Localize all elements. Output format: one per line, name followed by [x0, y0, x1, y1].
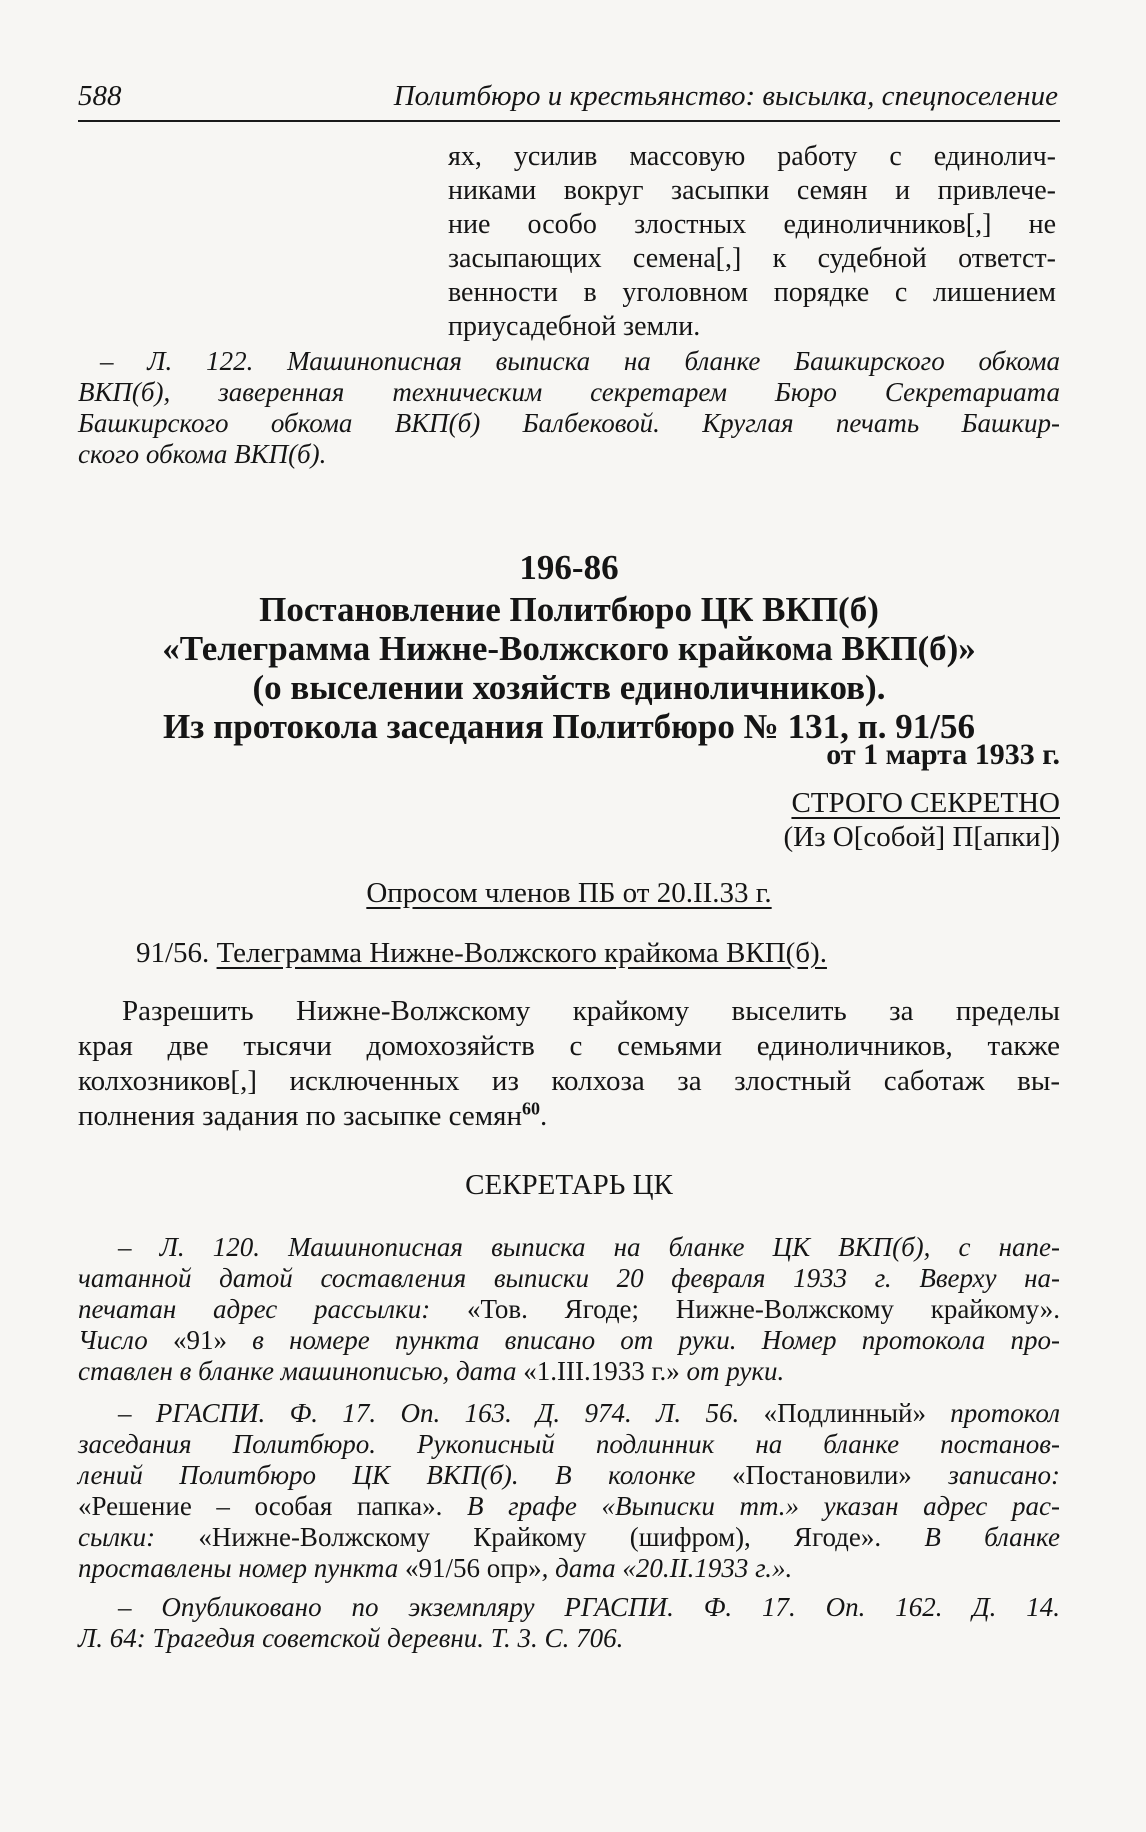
note-line: [78, 1232, 1060, 1263]
item-number: 91/56.: [136, 937, 210, 969]
running-title: Политбюро и крестьянство: высылка, спецпоселение: [393, 80, 1058, 112]
previous-archive-note: [78, 346, 1060, 470]
archive-note-line: ского обкома ВКП(б).: [78, 439, 327, 469]
resolution-text: [78, 994, 1060, 1134]
archive-note-line: Башкирского обкома ВКП(б) Балбековой. Круглая печать Башкир-: [78, 408, 1060, 438]
running-header: [78, 80, 1058, 113]
document-date: от 1 марта 1933 г.: [826, 738, 1060, 771]
quoted-text: «91/56 опр»: [404, 1553, 542, 1583]
resolution-line: [78, 1099, 1060, 1134]
note-text: – РГАСПИ. Ф. 17. Оп. 163. Д. 974. Л. 56.: [118, 1398, 764, 1428]
note-text: протокол: [925, 1398, 1061, 1428]
document-title: [78, 590, 1060, 746]
title-line: (о выселении хозяйств единоличников).: [252, 668, 886, 707]
note-line: Л. 64: Трагедия советской деревни. Т. 3. С. 706.: [78, 1623, 624, 1653]
note-line: [78, 1553, 1060, 1584]
note-text: В бланке: [881, 1522, 1060, 1552]
note-text: лений Политбюро ЦК ВКП(б). В колонке: [78, 1460, 732, 1490]
note-line: [78, 1429, 1060, 1460]
archive-note-line: – Л. 122. Машинописная выписка на бланке Башкирского обкома: [100, 346, 1060, 376]
note-text: заседания Политбюро. Рукописный подлинник на бланке постанов-: [78, 1429, 1060, 1459]
continuation-line: ях, усилив массовую работу с единолич-: [448, 141, 1056, 172]
note-text: от руки.: [679, 1356, 785, 1386]
item-title: Телеграмма Нижне-Волжского крайкома ВКП(б).: [216, 937, 827, 969]
resolution-line-text: полнения задания по засыпке семян: [78, 1100, 522, 1132]
note-line: [78, 1325, 1060, 1356]
quoted-text: «Постановили»: [731, 1460, 912, 1490]
poll-line: [78, 876, 1060, 910]
document-number: 196-86: [519, 548, 619, 587]
archive-note-1: [78, 1232, 1060, 1387]
note-text: В графе «Выписки тт.» указан адрес рас-: [442, 1491, 1060, 1521]
special-folder-note: (Из О[собой] П[апки]): [783, 821, 1060, 853]
continuation-line: никами вокруг засыпки семян и привлече-: [448, 175, 1056, 206]
note-line: [78, 1491, 1060, 1522]
signature: СЕКРЕТАРЬ ЦК: [465, 1169, 673, 1201]
note-text: Число: [78, 1325, 173, 1355]
previous-document-continuation: [448, 140, 1056, 344]
item-heading: [136, 936, 1056, 970]
header-rule: [78, 120, 1060, 122]
note-line: [78, 1460, 1060, 1491]
quoted-text: «91»: [172, 1325, 227, 1355]
quoted-text: «Решение – особая папка».: [78, 1491, 443, 1521]
quoted-text: «Нижне-Волжскому Крайкому (шифром), Ягоде».: [198, 1522, 882, 1552]
footnote-reference[interactable]: 60: [521, 1098, 540, 1119]
title-line: Из протокола заседания Политбюро № 131, п. 91/56: [163, 707, 975, 746]
note-text: печатан адрес рассылки:: [78, 1294, 467, 1324]
note-line: [78, 1294, 1060, 1325]
note-text: записано:: [911, 1460, 1060, 1490]
note-line: [78, 1263, 1060, 1294]
continuation-line: засыпающих семена[,] к судебной ответст-: [448, 243, 1056, 274]
quoted-text: «Тов. Ягоде; Нижне-Волжскому крайкому».: [466, 1294, 1060, 1324]
continuation-line: венности в уголовном порядке с лишением: [448, 277, 1056, 308]
note-line: [78, 1356, 1060, 1387]
quoted-text: «1.III.1933 г.»: [523, 1356, 680, 1386]
page-number: 588: [78, 80, 122, 112]
note-text: в номере пункта вписано от руки. Номер протокола про-: [226, 1325, 1060, 1355]
continuation-line: приусадебной земли.: [448, 311, 701, 342]
note-line: [78, 1522, 1060, 1553]
resolution-line: Разрешить Нижне-Волжскому крайкому выселить за пределы: [122, 995, 1060, 1027]
title-line: Постановление Политбюро ЦК ВКП(б): [259, 590, 879, 629]
note-text: чатанной датой составления выписки 20 февраля 1933 г. Вверху на-: [78, 1263, 1060, 1293]
note-line: [78, 1398, 1060, 1429]
poll-text: Опросом членов ПБ от 20.II.33 г.: [366, 877, 772, 909]
resolution-line: края две тысячи домохозяйств с семьями единоличников, также: [78, 1030, 1060, 1062]
archive-note-3: [78, 1592, 1060, 1654]
title-line: «Телеграмма Нижне-Волжского крайкома ВКП(б)»: [162, 629, 976, 668]
note-text: проставлены номер пункта: [78, 1553, 405, 1583]
quoted-text: «Подлинный»: [763, 1398, 926, 1428]
note-text: ставлен в бланке машинописью, дата: [78, 1356, 524, 1386]
classification-stamp: СТРОГО СЕКРЕТНО: [791, 787, 1060, 819]
archive-note-2: [78, 1398, 1060, 1584]
continuation-line: ние особо злостных единоличников[,] не: [448, 209, 1056, 240]
note-text: – Л. 120. Машинописная выписка на бланке ЦК ВКП(б), с напе-: [118, 1232, 1060, 1262]
note-text: , дата «20.II.1933 г.».: [541, 1553, 793, 1583]
note-line: – Опубликовано по экземпляру РГАСПИ. Ф. 17. Оп. 162. Д. 14.: [118, 1592, 1060, 1622]
resolution-line: колхозников[,] исключенных из колхоза за злостный саботаж вы-: [78, 1065, 1060, 1097]
note-text: сылки:: [78, 1522, 199, 1552]
archive-note-line: ВКП(б), заверенная техническим секретарем Бюро Секретариата: [78, 377, 1060, 407]
resolution-end: .: [539, 1100, 548, 1132]
